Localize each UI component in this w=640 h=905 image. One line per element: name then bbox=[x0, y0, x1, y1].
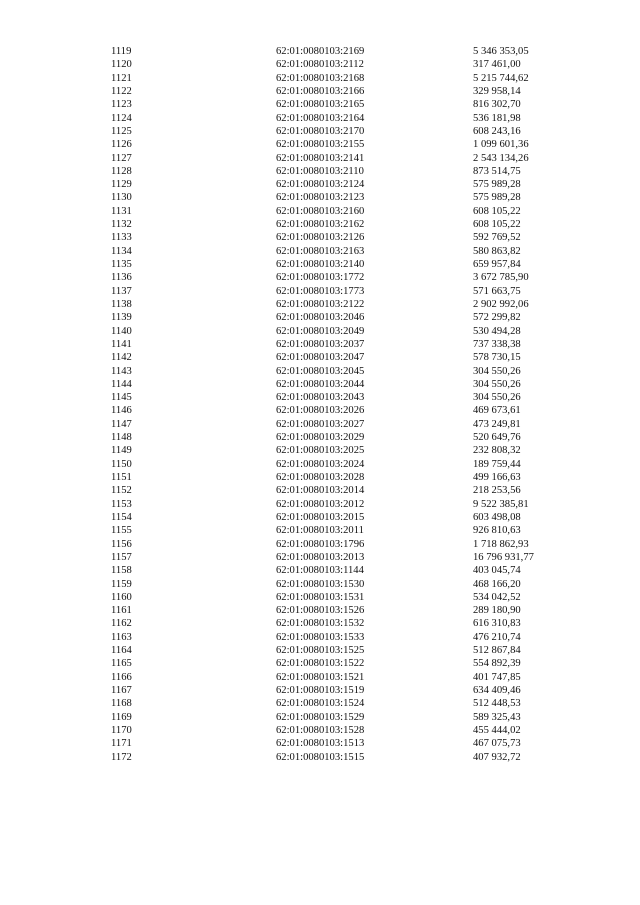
table-row bbox=[0, 578, 640, 591]
cadastral-number: 62:01:0080103:2123 bbox=[276, 192, 365, 204]
cadastral-value: 1 099 601,36 bbox=[473, 139, 529, 151]
row-number: 1156 bbox=[111, 538, 132, 550]
cadastral-number: 62:01:0080103:2013 bbox=[276, 551, 365, 563]
table-row bbox=[0, 152, 640, 165]
cadastral-value: 536 181,98 bbox=[473, 112, 521, 124]
table-row bbox=[0, 191, 640, 204]
row-number: 1151 bbox=[111, 472, 132, 483]
table-row bbox=[0, 311, 640, 324]
row-number: 1136 bbox=[111, 272, 132, 284]
row-number: 1160 bbox=[111, 591, 132, 603]
cadastral-number: 62:01:0080103:2012 bbox=[276, 498, 365, 510]
table-row bbox=[0, 85, 640, 98]
cadastral-value: 592 769,52 bbox=[473, 232, 521, 244]
cadastral-number: 62:01:0080103:1533 bbox=[276, 631, 365, 643]
table-row bbox=[0, 471, 640, 484]
table-row bbox=[0, 711, 640, 724]
table-row bbox=[0, 404, 640, 417]
cadastral-number: 62:01:0080103:2044 bbox=[276, 378, 365, 390]
table-row bbox=[0, 551, 640, 564]
cadastral-number: 62:01:0080103:2141 bbox=[276, 152, 365, 164]
row-number: 1159 bbox=[111, 578, 132, 590]
cadastral-table bbox=[0, 45, 640, 764]
table-row bbox=[0, 444, 640, 457]
table-row bbox=[0, 138, 640, 151]
cadastral-number: 62:01:0080103:1796 bbox=[276, 538, 365, 550]
cadastral-value: 534 042,52 bbox=[473, 591, 521, 603]
cadastral-value: 329 958,14 bbox=[473, 85, 521, 97]
cadastral-value: 5 215 744,62 bbox=[473, 72, 529, 84]
cadastral-number: 62:01:0080103:1515 bbox=[276, 751, 365, 763]
row-number: 1152 bbox=[111, 485, 132, 497]
cadastral-value: 580 863,82 bbox=[473, 245, 521, 257]
table-row bbox=[0, 285, 640, 298]
cadastral-number: 62:01:0080103:2110 bbox=[276, 165, 364, 177]
row-number: 1124 bbox=[111, 112, 132, 124]
cadastral-value: 476 210,74 bbox=[473, 631, 521, 643]
cadastral-value: 616 310,83 bbox=[473, 618, 521, 630]
cadastral-value: 520 649,76 bbox=[473, 432, 521, 444]
cadastral-number: 62:01:0080103:2140 bbox=[276, 259, 365, 270]
cadastral-value: 608 105,22 bbox=[473, 219, 521, 231]
cadastral-value: 304 550,26 bbox=[473, 365, 521, 377]
row-number: 1144 bbox=[111, 378, 132, 390]
cadastral-number: 62:01:0080103:2160 bbox=[276, 205, 365, 217]
row-number: 1171 bbox=[111, 738, 132, 750]
table-row bbox=[0, 671, 640, 684]
row-number: 1135 bbox=[111, 259, 132, 270]
row-number: 1126 bbox=[111, 139, 132, 151]
cadastral-number: 62:01:0080103:1524 bbox=[276, 698, 365, 710]
row-number: 1139 bbox=[111, 312, 132, 324]
table-row bbox=[0, 205, 640, 218]
row-number: 1170 bbox=[111, 724, 132, 736]
cadastral-number: 62:01:0080103:1519 bbox=[276, 685, 365, 696]
cadastral-number: 62:01:0080103:1525 bbox=[276, 645, 365, 657]
cadastral-number: 62:01:0080103:2168 bbox=[276, 72, 365, 84]
table-row bbox=[0, 511, 640, 524]
row-number: 1122 bbox=[111, 85, 132, 97]
cadastral-number: 62:01:0080103:2169 bbox=[276, 46, 365, 57]
cadastral-number: 62:01:0080103:1530 bbox=[276, 578, 365, 590]
row-number: 1120 bbox=[111, 59, 132, 71]
cadastral-value: 232 808,32 bbox=[473, 445, 521, 457]
row-number: 1168 bbox=[111, 698, 132, 710]
cadastral-value: 512 448,53 bbox=[473, 698, 521, 710]
row-number: 1150 bbox=[111, 458, 132, 470]
row-number: 1164 bbox=[111, 645, 132, 657]
cadastral-value: 2 543 134,26 bbox=[473, 152, 529, 164]
row-number: 1134 bbox=[111, 245, 132, 257]
cadastral-number: 62:01:0080103:1772 bbox=[276, 272, 365, 284]
cadastral-value: 455 444,02 bbox=[473, 724, 521, 736]
row-number: 1140 bbox=[111, 325, 132, 337]
table-row bbox=[0, 724, 640, 737]
table-row bbox=[0, 165, 640, 178]
table-row bbox=[0, 365, 640, 378]
table-row bbox=[0, 125, 640, 138]
row-number: 1128 bbox=[111, 165, 132, 177]
row-number: 1133 bbox=[111, 232, 132, 244]
cadastral-value: 926 810,63 bbox=[473, 525, 521, 537]
table-row bbox=[0, 751, 640, 764]
row-number: 1129 bbox=[111, 179, 132, 191]
row-number: 1145 bbox=[111, 392, 132, 404]
cadastral-number: 62:01:0080103:2045 bbox=[276, 365, 365, 377]
cadastral-value: 816 302,70 bbox=[473, 99, 521, 111]
row-number: 1137 bbox=[111, 285, 132, 297]
table-row bbox=[0, 112, 640, 125]
table-row bbox=[0, 684, 640, 697]
cadastral-number: 62:01:0080103:1528 bbox=[276, 724, 365, 736]
cadastral-number: 62:01:0080103:2015 bbox=[276, 511, 365, 523]
row-number: 1119 bbox=[111, 46, 132, 57]
table-row bbox=[0, 325, 640, 338]
row-number: 1163 bbox=[111, 631, 132, 643]
table-row bbox=[0, 351, 640, 364]
cadastral-number: 62:01:0080103:2166 bbox=[276, 85, 365, 97]
table-row bbox=[0, 591, 640, 604]
cadastral-number: 62:01:0080103:2047 bbox=[276, 352, 365, 364]
table-row bbox=[0, 431, 640, 444]
row-number: 1142 bbox=[111, 352, 132, 364]
cadastral-value: 289 180,90 bbox=[473, 605, 521, 617]
cadastral-number: 62:01:0080103:2164 bbox=[276, 112, 365, 124]
cadastral-value: 512 867,84 bbox=[473, 645, 521, 657]
row-number: 1130 bbox=[111, 192, 132, 204]
table-row bbox=[0, 231, 640, 244]
cadastral-value: 407 932,72 bbox=[473, 751, 521, 763]
cadastral-value: 737 338,38 bbox=[473, 338, 521, 350]
cadastral-number: 62:01:0080103:2043 bbox=[276, 392, 365, 404]
cadastral-number: 62:01:0080103:1526 bbox=[276, 605, 365, 617]
cadastral-number: 62:01:0080103:2049 bbox=[276, 325, 365, 337]
cadastral-value: 530 494,28 bbox=[473, 325, 521, 337]
table-row bbox=[0, 617, 640, 630]
table-row bbox=[0, 737, 640, 750]
row-number: 1123 bbox=[111, 99, 132, 111]
cadastral-value: 304 550,26 bbox=[473, 392, 521, 404]
cadastral-value: 554 892,39 bbox=[473, 658, 521, 670]
table-row bbox=[0, 498, 640, 511]
row-number: 1155 bbox=[111, 525, 132, 537]
table-row bbox=[0, 218, 640, 231]
cadastral-number: 62:01:0080103:2025 bbox=[276, 445, 365, 457]
row-number: 1132 bbox=[111, 219, 132, 231]
table-row bbox=[0, 245, 640, 258]
table-row bbox=[0, 657, 640, 670]
cadastral-value: 2 902 992,06 bbox=[473, 298, 529, 310]
table-row bbox=[0, 538, 640, 551]
cadastral-number: 62:01:0080103:2028 bbox=[276, 472, 365, 483]
row-number: 1154 bbox=[111, 511, 132, 523]
cadastral-number: 62:01:0080103:2037 bbox=[276, 338, 365, 350]
cadastral-value: 634 409,46 bbox=[473, 685, 521, 696]
table-row bbox=[0, 604, 640, 617]
table-row bbox=[0, 524, 640, 537]
row-number: 1172 bbox=[111, 751, 132, 763]
table-row bbox=[0, 564, 640, 577]
row-number: 1169 bbox=[111, 711, 132, 723]
table-row bbox=[0, 178, 640, 191]
cadastral-value: 469 673,61 bbox=[473, 405, 521, 417]
table-row bbox=[0, 338, 640, 351]
table-row bbox=[0, 631, 640, 644]
cadastral-value: 1 718 862,93 bbox=[473, 538, 529, 550]
table-row bbox=[0, 697, 640, 710]
row-number: 1143 bbox=[111, 365, 132, 377]
cadastral-number: 62:01:0080103:2014 bbox=[276, 485, 365, 497]
table-row bbox=[0, 58, 640, 71]
table-row bbox=[0, 391, 640, 404]
cadastral-value: 9 522 385,81 bbox=[473, 498, 529, 510]
table-row bbox=[0, 644, 640, 657]
row-number: 1166 bbox=[111, 671, 132, 683]
cadastral-value: 603 498,08 bbox=[473, 511, 521, 523]
table-row bbox=[0, 45, 640, 58]
row-number: 1148 bbox=[111, 432, 132, 444]
table-row bbox=[0, 418, 640, 431]
table-row bbox=[0, 484, 640, 497]
cadastral-number: 62:01:0080103:2029 bbox=[276, 432, 365, 444]
table-row bbox=[0, 98, 640, 111]
row-number: 1149 bbox=[111, 445, 132, 457]
cadastral-value: 608 105,22 bbox=[473, 205, 521, 217]
cadastral-number: 62:01:0080103:2126 bbox=[276, 232, 365, 244]
row-number: 1127 bbox=[111, 152, 132, 164]
cadastral-value: 3 672 785,90 bbox=[473, 272, 529, 284]
cadastral-number: 62:01:0080103:2011 bbox=[276, 525, 364, 537]
cadastral-number: 62:01:0080103:1529 bbox=[276, 711, 365, 723]
row-number: 1131 bbox=[111, 205, 132, 217]
table-row bbox=[0, 298, 640, 311]
cadastral-number: 62:01:0080103:2024 bbox=[276, 458, 365, 470]
cadastral-value: 468 166,20 bbox=[473, 578, 521, 590]
row-number: 1161 bbox=[111, 605, 132, 617]
cadastral-number: 62:01:0080103:1532 bbox=[276, 618, 365, 630]
cadastral-number: 62:01:0080103:2027 bbox=[276, 418, 365, 430]
cadastral-number: 62:01:0080103:1521 bbox=[276, 671, 365, 683]
table-row bbox=[0, 458, 640, 471]
cadastral-value: 873 514,75 bbox=[473, 165, 521, 177]
cadastral-number: 62:01:0080103:1773 bbox=[276, 285, 365, 297]
cadastral-number: 62:01:0080103:2162 bbox=[276, 219, 365, 231]
cadastral-value: 589 325,43 bbox=[473, 711, 521, 723]
cadastral-number: 62:01:0080103:1144 bbox=[276, 565, 364, 577]
row-number: 1146 bbox=[111, 405, 132, 417]
cadastral-number: 62:01:0080103:2165 bbox=[276, 99, 365, 111]
cadastral-number: 62:01:0080103:1531 bbox=[276, 591, 365, 603]
cadastral-value: 473 249,81 bbox=[473, 418, 521, 430]
cadastral-value: 317 461,00 bbox=[473, 59, 521, 71]
row-number: 1162 bbox=[111, 618, 132, 630]
cadastral-number: 62:01:0080103:2046 bbox=[276, 312, 365, 324]
cadastral-value: 467 075,73 bbox=[473, 738, 521, 750]
cadastral-value: 189 759,44 bbox=[473, 458, 521, 470]
cadastral-value: 578 730,15 bbox=[473, 352, 521, 364]
cadastral-value: 572 299,82 bbox=[473, 312, 521, 324]
cadastral-value: 5 346 353,05 bbox=[473, 46, 529, 57]
table-row bbox=[0, 378, 640, 391]
cadastral-value: 659 957,84 bbox=[473, 259, 521, 270]
row-number: 1157 bbox=[111, 551, 132, 563]
cadastral-value: 304 550,26 bbox=[473, 378, 521, 390]
row-number: 1158 bbox=[111, 565, 132, 577]
row-number: 1165 bbox=[111, 658, 132, 670]
cadastral-value: 218 253,56 bbox=[473, 485, 521, 497]
row-number: 1121 bbox=[111, 72, 132, 84]
cadastral-number: 62:01:0080103:2026 bbox=[276, 405, 365, 417]
row-number: 1167 bbox=[111, 685, 132, 696]
cadastral-number: 62:01:0080103:1522 bbox=[276, 658, 365, 670]
cadastral-value: 16 796 931,77 bbox=[473, 551, 534, 563]
row-number: 1147 bbox=[111, 418, 132, 430]
row-number: 1125 bbox=[111, 125, 132, 137]
cadastral-number: 62:01:0080103:2124 bbox=[276, 179, 365, 191]
table-row bbox=[0, 258, 640, 271]
cadastral-value: 608 243,16 bbox=[473, 125, 521, 137]
cadastral-value: 575 989,28 bbox=[473, 179, 521, 191]
cadastral-value: 499 166,63 bbox=[473, 472, 521, 483]
cadastral-value: 571 663,75 bbox=[473, 285, 521, 297]
cadastral-number: 62:01:0080103:2155 bbox=[276, 139, 365, 151]
cadastral-value: 401 747,85 bbox=[473, 671, 521, 683]
cadastral-number: 62:01:0080103:2170 bbox=[276, 125, 365, 137]
cadastral-value: 575 989,28 bbox=[473, 192, 521, 204]
table-row bbox=[0, 271, 640, 284]
row-number: 1153 bbox=[111, 498, 132, 510]
cadastral-number: 62:01:0080103:2163 bbox=[276, 245, 365, 257]
cadastral-number: 62:01:0080103:2112 bbox=[276, 59, 364, 71]
row-number: 1141 bbox=[111, 338, 132, 350]
cadastral-number: 62:01:0080103:1513 bbox=[276, 738, 365, 750]
table-row bbox=[0, 72, 640, 85]
cadastral-number: 62:01:0080103:2122 bbox=[276, 298, 365, 310]
row-number: 1138 bbox=[111, 298, 132, 310]
cadastral-value: 403 045,74 bbox=[473, 565, 521, 577]
